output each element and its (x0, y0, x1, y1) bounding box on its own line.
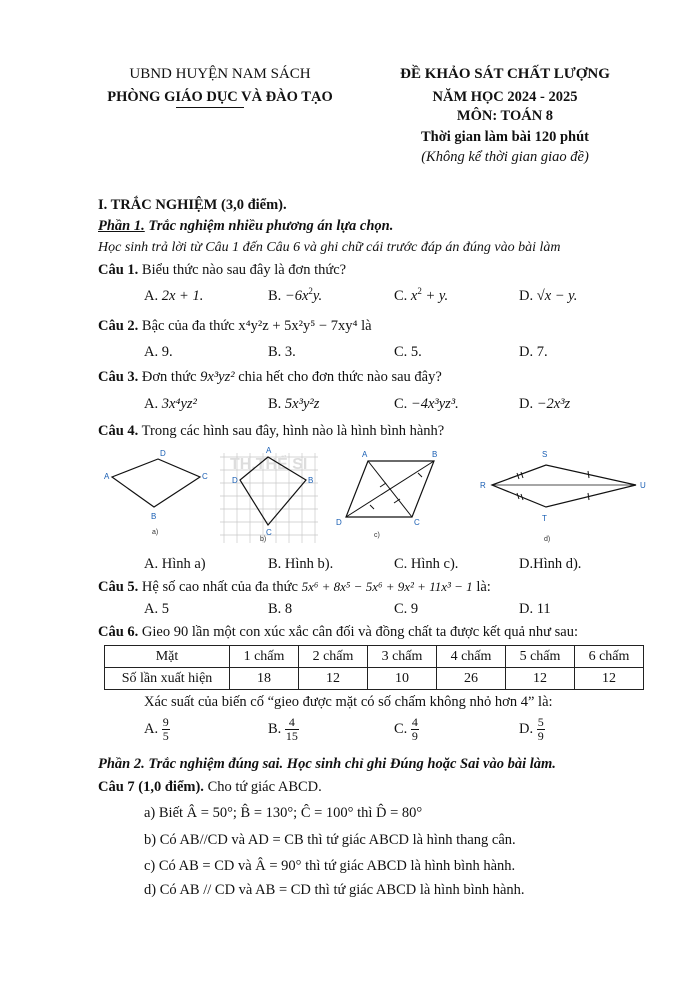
table-cell: 3 chấm (368, 646, 437, 668)
table-cell: 4 chấm (437, 646, 506, 668)
q1-option-c: C. $x^2 + y$. (394, 286, 449, 304)
instruction: Học sinh trả lời từ Câu 1 đến Câu 6 và ghi chữ cái trước đáp án đúng vào bài làm (98, 240, 561, 255)
q3-d-value: −2x³z (536, 396, 571, 412)
q3-tail: chia hết cho đơn thức nào sau đây? (234, 369, 442, 385)
q7-label: Câu 7 (1,0 điểm). (98, 779, 204, 795)
q1-b-value: −6x (284, 288, 309, 304)
q1-text: Biểu thức nào sau đây là đơn thức? (138, 262, 347, 278)
q3-a-letter: A. (144, 396, 159, 412)
q1-d-value: √x − y. (536, 288, 578, 304)
q5-text: Hệ số cao nhất của đa thức (138, 579, 302, 595)
numerator: 5 (537, 715, 544, 729)
q1-stem (98, 262, 346, 279)
table-row (105, 668, 644, 690)
svg-text:D: D (160, 449, 166, 458)
q3-b-value: 5x³y²z (284, 396, 320, 412)
denominator: 9 (411, 729, 418, 743)
figure-b (220, 446, 318, 543)
q1-b-value2: y. (312, 288, 323, 304)
q6-c-fraction (411, 716, 419, 743)
q7-text: Cho tứ giác ABCD. (203, 779, 322, 795)
fig-c-label: c) (374, 532, 380, 539)
exam-title: ĐỀ KHẢO SÁT CHẤT LƯỢNG (400, 66, 610, 82)
q4-label: Câu 4. (98, 423, 139, 439)
part2-title: Phần 2. Trắc nghiệm đúng sai. Học sinh chỉ ghi Đúng hoặc Sai vào bài làm. (98, 756, 556, 772)
q1-option-b: B. $-6x^2y$. (268, 286, 323, 304)
q6-option-d (519, 716, 545, 743)
svg-text:R: R (480, 481, 486, 490)
q6-question: Xác suất của biến cố “gieo được mặt có số chấm không nhỏ hơn 4” là: (144, 694, 553, 710)
q3-c-value: −4x³yz³. (410, 396, 459, 412)
q1-c-value2: + y. (421, 288, 449, 304)
table-cell: 26 (437, 668, 506, 690)
svg-text:B: B (432, 450, 438, 459)
q7-statement-b: b) Có AB//CD và AD = CB thì tứ giác ABCD là hình thang cân. (144, 832, 516, 848)
q3-text: Đơn thức (138, 369, 201, 385)
q6-a-fraction (162, 716, 170, 743)
svg-text:B: B (151, 512, 157, 521)
svg-text:B: B (308, 476, 314, 485)
q1-a-value: 2x + 1. (161, 288, 204, 304)
fig-a-label: a) (152, 529, 159, 536)
q1-a-letter: A. (144, 288, 159, 304)
q3-expr: 9x³yz² (200, 369, 235, 385)
q6-d-fraction (537, 716, 545, 743)
table-cell: 5 chấm (506, 646, 575, 668)
table-cell: Mặt (105, 646, 230, 668)
q6-c-letter: C. (394, 720, 408, 737)
fig-d-label: d) (544, 536, 551, 543)
q2-expr: x⁴y²z + 5x²y⁵ − 7xy⁴ (238, 318, 358, 334)
q4-stem (98, 423, 444, 440)
q2-option-d: D. 7. (519, 344, 548, 360)
denominator: 15 (285, 729, 298, 743)
q3-d-letter: D. (519, 396, 534, 412)
table-cell: 6 chấm (575, 646, 644, 668)
table-cell: 10 (368, 668, 437, 690)
q4-figures (100, 443, 660, 553)
header-left-line2: PHÒNG GIÁO DỤC VÀ ĐÀO TẠO (107, 89, 333, 105)
svg-text:D: D (336, 518, 342, 527)
q2-label: Câu 2. (98, 318, 139, 334)
figure-a (104, 449, 208, 536)
part1-heading (98, 218, 393, 235)
q6-stem (98, 624, 578, 641)
q5-option-c: C. 9 (394, 601, 419, 617)
q7-statement-a: a) Biết Â = 50°; B̂ = 130°; Ĉ = 100° thì D̂ = 80° (144, 805, 423, 821)
q5-label: Câu 5. (98, 579, 139, 595)
q6-option-b (268, 716, 299, 743)
figure-d (480, 450, 646, 543)
subject: MÔN: TOÁN 8 (456, 108, 554, 124)
q3-option-d (519, 396, 570, 413)
part1-label: Phần 1. (98, 218, 145, 234)
q5-expr: 5x⁶ + 8x⁵ − 5x⁶ + 9x² + 11x³ − 1 (301, 579, 473, 594)
table-cell: Số lần xuất hiện (105, 668, 230, 690)
header-divider (176, 107, 244, 108)
svg-text:A: A (266, 446, 272, 455)
grid-watermark: TH.THỂ SI (230, 456, 308, 473)
svg-text:D: D (232, 476, 238, 485)
numerator: 4 (285, 716, 299, 730)
q5-stem (98, 579, 491, 596)
svg-text:T: T (542, 514, 547, 523)
table-cell: 2 chấm (299, 646, 368, 668)
q3-option-b (268, 396, 319, 413)
section-title: I. TRẮC NGHIỆM (3,0 điểm). (98, 197, 287, 213)
numerator: 4 (411, 715, 418, 729)
duration-note: (Không kể thời gian giao đề) (421, 149, 589, 165)
dice-results-table (104, 645, 644, 690)
q2-tail: là (357, 318, 372, 334)
q5-option-a: A. 5 (144, 601, 169, 617)
q4-text: Trong các hình sau đây, hình nào là hình bình hành? (138, 423, 445, 439)
table-cell: 12 (506, 668, 575, 690)
fig-b-label: b) (260, 536, 267, 543)
q4-option-a: A. Hình a) (144, 556, 206, 572)
q3-label: Câu 3. (98, 369, 139, 385)
svg-text:A: A (362, 450, 368, 459)
q6-d-letter: D. (519, 720, 534, 737)
q3-c-letter: C. (394, 396, 408, 412)
q4-option-c: C. Hình c). (394, 556, 459, 572)
q5-tail: là: (472, 579, 491, 595)
q4-option-b: B. Hình b). (268, 556, 334, 572)
q1-b-letter: B. (268, 288, 282, 304)
denominator: 9 (537, 729, 544, 743)
q6-text: Gieo 90 lần một con xúc xắc cân đối và đồng chất ta được kết quả như sau: (138, 624, 579, 640)
table-cell: 12 (575, 668, 644, 690)
svg-text:U: U (640, 481, 646, 490)
table-cell: 12 (299, 668, 368, 690)
q6-option-c (394, 716, 419, 743)
q2-text: Bậc của đa thức (138, 318, 239, 334)
table-cell: 18 (230, 668, 299, 690)
svg-text:C: C (414, 518, 420, 527)
q6-a-letter: A. (144, 720, 159, 737)
table-cell: 1 chấm (230, 646, 299, 668)
q6-label: Câu 6. (98, 624, 139, 640)
q1-option-d (519, 288, 577, 305)
q2-stem (98, 318, 372, 335)
q2-option-c: C. 5. (394, 344, 422, 360)
q1-c-value: x (410, 288, 418, 304)
q3-b-letter: B. (268, 396, 282, 412)
denominator: 5 (162, 729, 169, 743)
svg-text:C: C (266, 528, 272, 537)
q6-b-letter: B. (268, 720, 282, 737)
q7-statement-d: d) Có AB // CD và AB = CD thì tứ giác ABCD là hình bình hành. (144, 882, 525, 898)
q3-a-value: 3x⁴yz² (161, 396, 197, 412)
duration: Thời gian làm bài 120 phút (421, 129, 589, 145)
figure-c (336, 450, 437, 539)
svg-text:S: S (542, 450, 548, 459)
q2-option-b: B. 3. (268, 344, 296, 360)
q3-option-c (394, 396, 459, 413)
q1-label: Câu 1. (98, 262, 139, 278)
q7-statement-c: c) Có AB = CD và Â = 90° thì tứ giác ABCD là hình bình hành. (144, 858, 516, 874)
numerator: 9 (162, 715, 169, 729)
header-left-line1: UBND HUYỆN NAM SÁCH (129, 66, 311, 82)
q3-option-a (144, 396, 197, 413)
q1-c-letter: C. (394, 288, 408, 304)
part1-title: Trắc nghiệm nhiều phương án lựa chọn. (144, 218, 394, 234)
q5-option-b: B. 8 (268, 601, 293, 617)
q1-d-letter: D. (519, 288, 534, 304)
q3-stem (98, 369, 442, 386)
table-header-row (105, 646, 644, 668)
q7-stem (98, 779, 322, 796)
q6-option-a (144, 716, 170, 743)
q4-option-d: D.Hình d). (519, 556, 582, 572)
school-year: NĂM HỌC 2024 - 2025 (432, 89, 578, 105)
q2-option-a: A. 9. (144, 344, 173, 360)
q1-option-a (144, 288, 203, 305)
svg-text:A: A (104, 472, 110, 481)
q5-option-d: D. 11 (519, 601, 551, 617)
svg-text:C: C (202, 472, 208, 481)
q6-b-fraction (285, 716, 299, 743)
